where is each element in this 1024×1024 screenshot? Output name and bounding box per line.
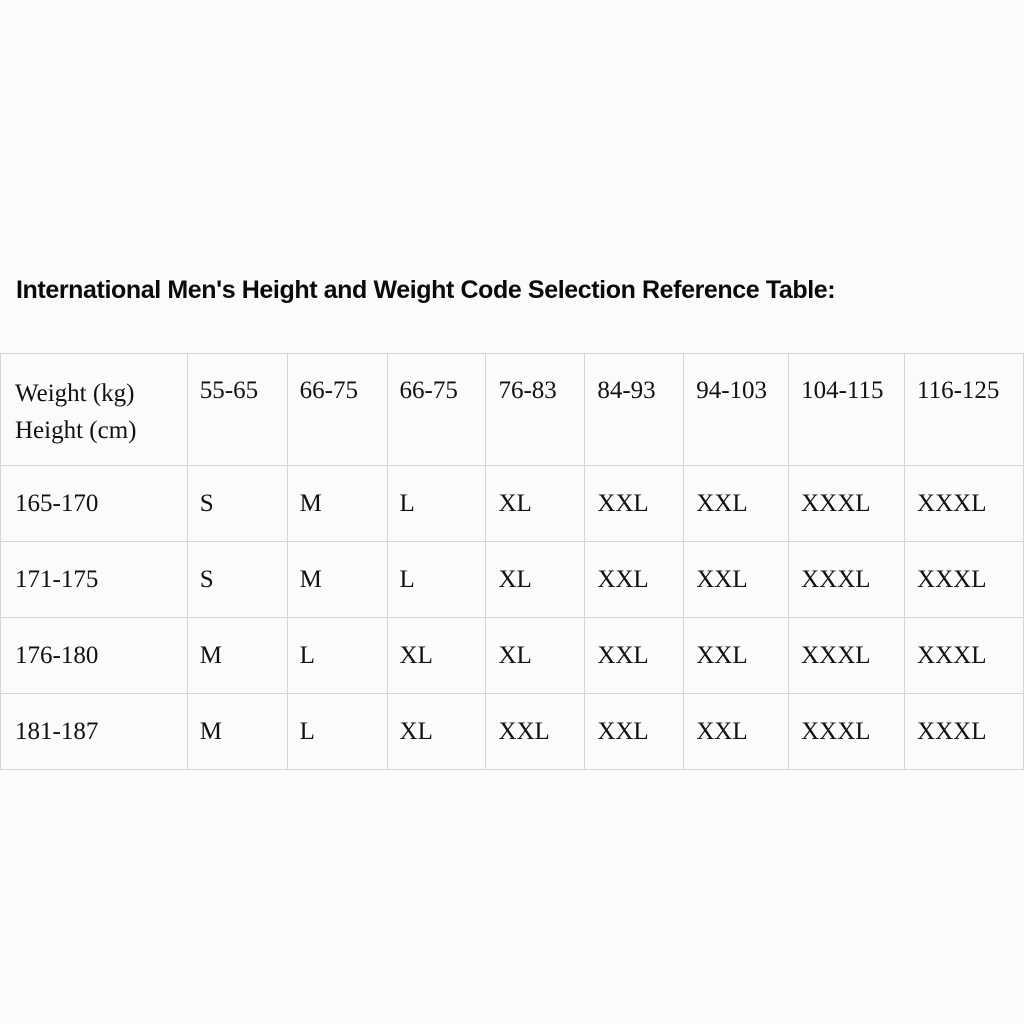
size-cell: XXXL [789, 466, 905, 542]
height-cell: 181-187 [1, 694, 188, 770]
weight-header: 104-115 [789, 354, 905, 466]
height-cell: 165-170 [1, 466, 188, 542]
size-cell: S [187, 542, 287, 618]
size-cell: XXL [486, 694, 585, 770]
weight-header: 66-75 [287, 354, 387, 466]
size-cell: XXXL [789, 618, 905, 694]
size-cell: XXL [585, 694, 684, 770]
weight-header: 66-75 [387, 354, 486, 466]
size-cell: M [187, 694, 287, 770]
size-cell: XL [486, 618, 585, 694]
size-cell: M [187, 618, 287, 694]
size-cell: M [287, 466, 387, 542]
height-axis-label: Height (cm) [15, 417, 137, 444]
weight-axis-label: Weight (kg) [15, 380, 135, 407]
size-cell: XXL [684, 542, 789, 618]
weight-header: 116-125 [905, 354, 1024, 466]
size-cell: XXXL [789, 542, 905, 618]
table-header-row [1, 354, 1024, 466]
height-cell: 176-180 [1, 618, 188, 694]
size-cell: XXL [684, 694, 789, 770]
table-row [1, 466, 1024, 542]
table-row [1, 542, 1024, 618]
weight-header: 76-83 [486, 354, 585, 466]
size-cell: L [287, 618, 387, 694]
size-cell: XXXL [789, 694, 905, 770]
table-row [1, 694, 1024, 770]
size-cell: XXXL [905, 466, 1024, 542]
size-cell: XXXL [905, 618, 1024, 694]
size-cell: XXL [585, 542, 684, 618]
size-cell: XXL [585, 618, 684, 694]
table-corner-header [1, 354, 188, 466]
size-cell: XXL [585, 466, 684, 542]
size-cell: XL [387, 694, 486, 770]
size-cell: XL [486, 466, 585, 542]
weight-header: 84-93 [585, 354, 684, 466]
size-cell: XL [387, 618, 486, 694]
size-cell: XL [486, 542, 585, 618]
size-cell: S [187, 466, 287, 542]
size-cell: XXL [684, 618, 789, 694]
size-reference-table [0, 353, 1024, 770]
weight-header: 94-103 [684, 354, 789, 466]
table-row [1, 618, 1024, 694]
height-cell: 171-175 [1, 542, 188, 618]
size-cell: XXXL [905, 694, 1024, 770]
weight-header: 55-65 [187, 354, 287, 466]
page-title: International Men's Height and Weight Code Selection Reference Table: [16, 276, 836, 304]
size-cell: L [387, 466, 486, 542]
size-cell: M [287, 542, 387, 618]
size-cell: L [387, 542, 486, 618]
size-cell: XXXL [905, 542, 1024, 618]
size-cell: XXL [684, 466, 789, 542]
size-cell: L [287, 694, 387, 770]
